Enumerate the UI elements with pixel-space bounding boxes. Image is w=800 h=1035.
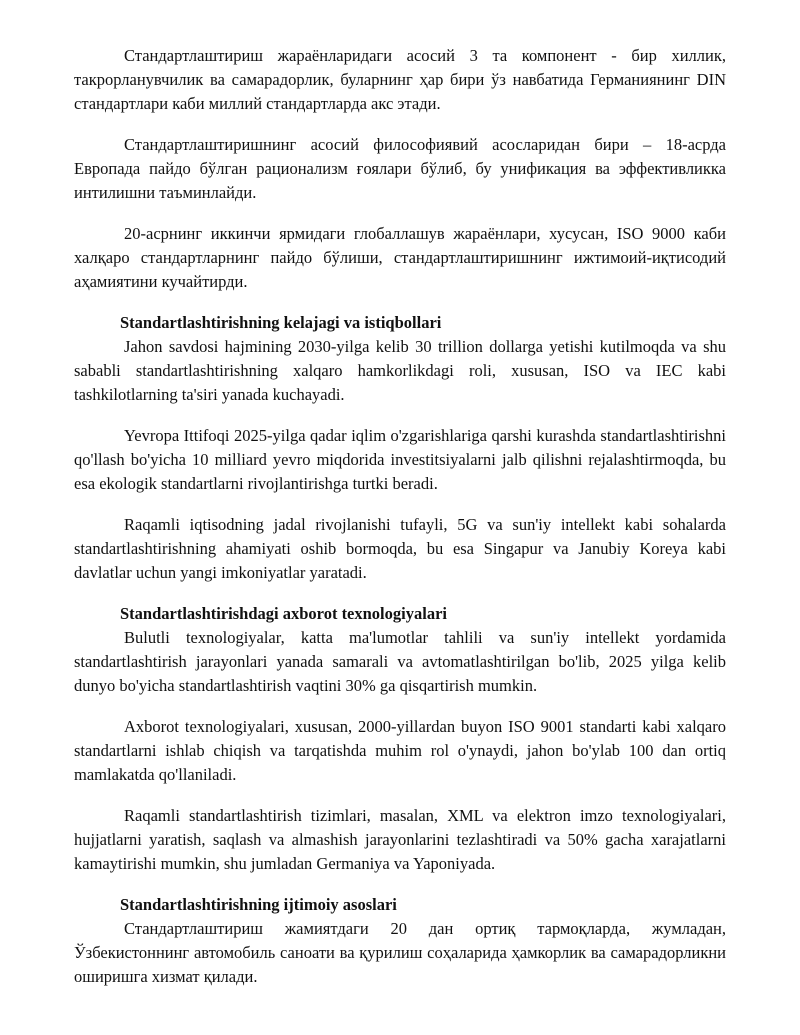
paragraph-social-1: Стандартлаштириш жамиятдаги 20 дан ортиқ тармоқларда, жумладан, Ўзбекистоннинг автомобиль саноати ва қурилиш соҳаларида ҳамкорлик ва самарадорликни оширишга хизмат қилади. xyxy=(74,919,726,986)
paragraph-intro-1: Стандартлаштириш жараёнларидаги асосий 3 та компонент - бир хиллик, такрорланувчилик ва самарадорлик, буларнинг ҳар бири ўз навбатида Германиянинг DIN стандартлари каби миллий стандартларда акс этади. xyxy=(74,46,726,113)
paragraph-intro-3: 20-асрнинг иккинчи ярмидаги глобаллашув жараёнлари, хусусан, ISO 9000 каби халқаро стандартларнинг пайдо бўлиши, стандартлаштиришнинг ижтимоий-иқтисодий аҳамиятини кучайтирди. xyxy=(74,224,726,291)
section-heading-future: Standartlashtirishning kelajagi va istiqbollari xyxy=(120,313,442,332)
paragraph-it-1: Bulutli texnologiyalar, katta ma'lumotlar tahlili va sun'iy intellekt yordamida standartlashtirish jarayonlari yanada samarali va avtomatlashtirilgan bo'lib, 2025 yilga kelib dunyo bo'yicha standartlashtirish vaqtini 30% ga qisqartirish mumkin. xyxy=(74,628,726,695)
paragraph-future-3: Raqamli iqtisodning jadal rivojlanishi tufayli, 5G va sun'iy intellekt kabi sohalarda standartlashtirishning ahamiyati oshib bormoqda, bu esa Singapur va Janubiy Koreya kabi davlatlar uchun yangi imkoniyatlar yaratadi. xyxy=(74,515,726,582)
paragraph-future-1: Jahon savdosi hajmining 2030-yilga kelib 30 trillion dollarga yetishi kutilmoqda va shu sababli standartlashtirishning xalqaro hamkorlikdagi roli, xususan, ISO va IEC kabi tashkilotlarning ta'siri yanada kuchayadi. xyxy=(74,337,726,404)
section-heading-social: Standartlashtirishning ijtimoiy asoslari xyxy=(120,895,397,914)
document-page xyxy=(74,44,726,989)
section-heading-it: Standartlashtirishdagi axborot texnologiyalari xyxy=(120,604,447,623)
paragraph-it-2: Axborot texnologiyalari, xususan, 2000-yillardan buyon ISO 9001 standarti kabi xalqaro standartlarni ishlab chiqish va tarqatishda muhim rol o'ynaydi, jahon bo'ylab 100 dan ortiq mamlakatda qo'llaniladi. xyxy=(74,717,726,784)
paragraph-it-3: Raqamli standartlashtirish tizimlari, masalan, XML va elektron imzo texnologiyalari, hujjatlarni yaratish, saqlash va almashish jarayonlarini tezlashtiradi va 50% gacha xarajatlarni kamaytirishi mumkin, shu jumladan Germaniya va Yaponiyada. xyxy=(74,806,726,873)
paragraph-future-2: Yevropa Ittifoqi 2025-yilga qadar iqlim o'zgarishlariga qarshi kurashda standartlashtirishni qo'llash bo'yicha 10 milliard yevro miqdorida investitsiyalarni jalb qilishni rejalashtirmoqda, bu esa ekologik standartlarni rivojlantirishga turtki beradi. xyxy=(74,426,726,493)
paragraph-intro-2: Стандартлаштиришнинг асосий философиявий асосларидан бири – 18-асрда Европада пайдо бўлган рационализм ғоялари бўлиб, бу унификация ва эффективликка интилишни таъминлайди. xyxy=(74,135,726,202)
